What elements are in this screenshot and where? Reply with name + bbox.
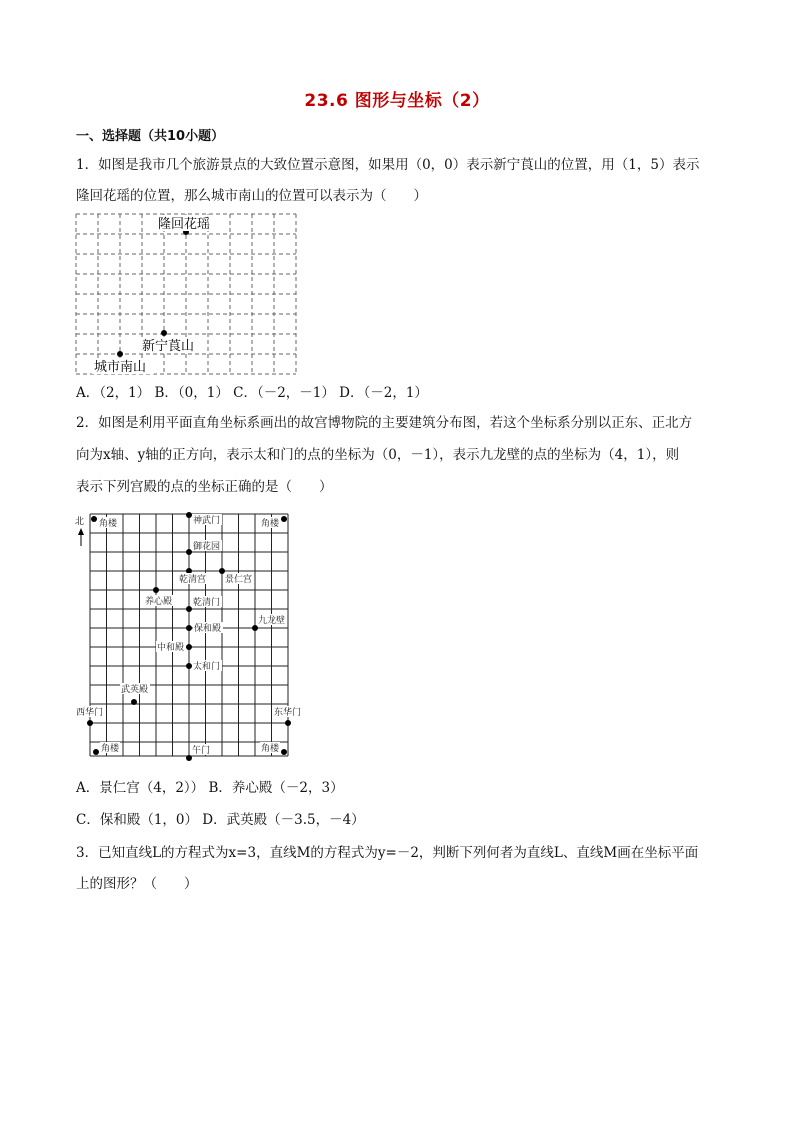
- q2-label-qianqinggong: 乾清宫: [179, 575, 207, 585]
- q2-label-jiulongbi: 九龙壁: [258, 616, 286, 626]
- q2-stem-line-1: 2．如图是利用平面直角坐标系画出的故宫博物院的主要建筑分布图，若这个坐标系分别以正东、正北方: [76, 415, 693, 431]
- q1-figure-map: [74, 212, 300, 376]
- q2-label-jingrengong: 景仁宫: [225, 575, 253, 585]
- q2-point-jiaolou-se: [281, 749, 287, 755]
- q2-figure-palace-map: [74, 510, 306, 764]
- q2-label-yangxindian: 养心殿: [145, 597, 173, 607]
- q2-point-jiaolou-sw: [93, 749, 99, 755]
- q2-label-wuyingdian: 武英殿: [121, 685, 149, 695]
- q2-options-line-2: C．保和殿（1，0） D．武英殿（－3.5，－4）: [76, 812, 365, 828]
- q1-label-longhui: 隆回花瑶: [158, 217, 211, 232]
- q2-label-north: 北: [75, 517, 85, 527]
- north-arrow-icon: [78, 528, 84, 546]
- page-title: 23.6 图形与坐标（2）: [304, 91, 490, 111]
- q2-label-jiaolou-sw: 角楼: [101, 744, 120, 754]
- q2-label-xihuamen: 西华门: [76, 708, 104, 718]
- q2-point-jiaolou-nw: [91, 516, 97, 522]
- q2-point-jiaolou-ne: [281, 516, 287, 522]
- q2-point-yuhuayuan: [186, 549, 192, 555]
- q2-label-donghuamen: 东华门: [274, 708, 302, 718]
- q1-point-nanshan: [117, 351, 123, 357]
- q2-label-wumen: 午门: [192, 746, 211, 756]
- q3-stem-line-2: 上的图形？（ ）: [76, 876, 198, 892]
- q2-point-zhonghedian: [186, 644, 192, 650]
- q2-point-baohedian: [186, 625, 192, 631]
- q2-label-yuhuayuan: 御花园: [193, 542, 221, 552]
- q2-stem-line-3: 表示下列宫殿的点的坐标正确的是（ ）: [76, 479, 333, 495]
- q1-options: A．（2，1） B．（0，1） C．（－2，－1） D．（－2，1）: [76, 385, 428, 401]
- q2-label-jiaolou-nw: 角楼: [99, 519, 118, 529]
- q2-label-zhonghedian: 中和殿: [157, 643, 185, 653]
- q1-point-xinning: [161, 330, 167, 336]
- q2-point-yangxindian: [153, 587, 159, 593]
- q2-options-line-1: A．景仁宫（4，2）） B．养心殿（－2，3）: [76, 780, 344, 796]
- q2-label-taihemen: 太和门: [193, 662, 221, 672]
- q2-label-jiaolou-se: 角楼: [261, 744, 280, 754]
- q2-point-taihemen: [186, 663, 192, 669]
- q2-label-shenwumen: 神武门: [193, 516, 221, 526]
- q2-stem-line-2: 向为x轴、y轴的正方向，表示太和门的点的坐标为（0，－1），表示九龙壁的点的坐标为（4，1），则: [76, 447, 680, 463]
- q2-label-qianqingmen: 乾清门: [193, 598, 221, 608]
- q2-point-xihuamen: [87, 720, 93, 726]
- q1-stem-line-2: 隆回花瑶的位置，那么城市南山的位置可以表示为（ ）: [76, 188, 427, 204]
- q3-stem-line-1: 3．已知直线L的方程式为x=3，直线M的方程式为y=－2，判断下列何者为直线L、直线M画在坐标平面: [76, 845, 699, 861]
- q2-label-baohedian: 保和殿: [194, 624, 222, 634]
- q2-point-qianqingmen: [186, 606, 192, 612]
- q2-point-donghuamen: [285, 720, 291, 726]
- q2-point-wuyingdian: [131, 699, 137, 705]
- section-heading: 一、选择题（共10小题）: [76, 129, 225, 144]
- q1-label-nanshan: 城市南山: [94, 360, 147, 375]
- q2-point-shenwumen: [186, 512, 192, 518]
- q1-stem-line-1: 1．如图是我市几个旅游景点的大致位置示意图，如果用（0，0）表示新宁莨山的位置，用（1，5）表示: [76, 157, 700, 173]
- q1-label-xinning: 新宁莨山: [142, 339, 195, 354]
- q2-label-jiaolou-ne: 角楼: [261, 519, 280, 529]
